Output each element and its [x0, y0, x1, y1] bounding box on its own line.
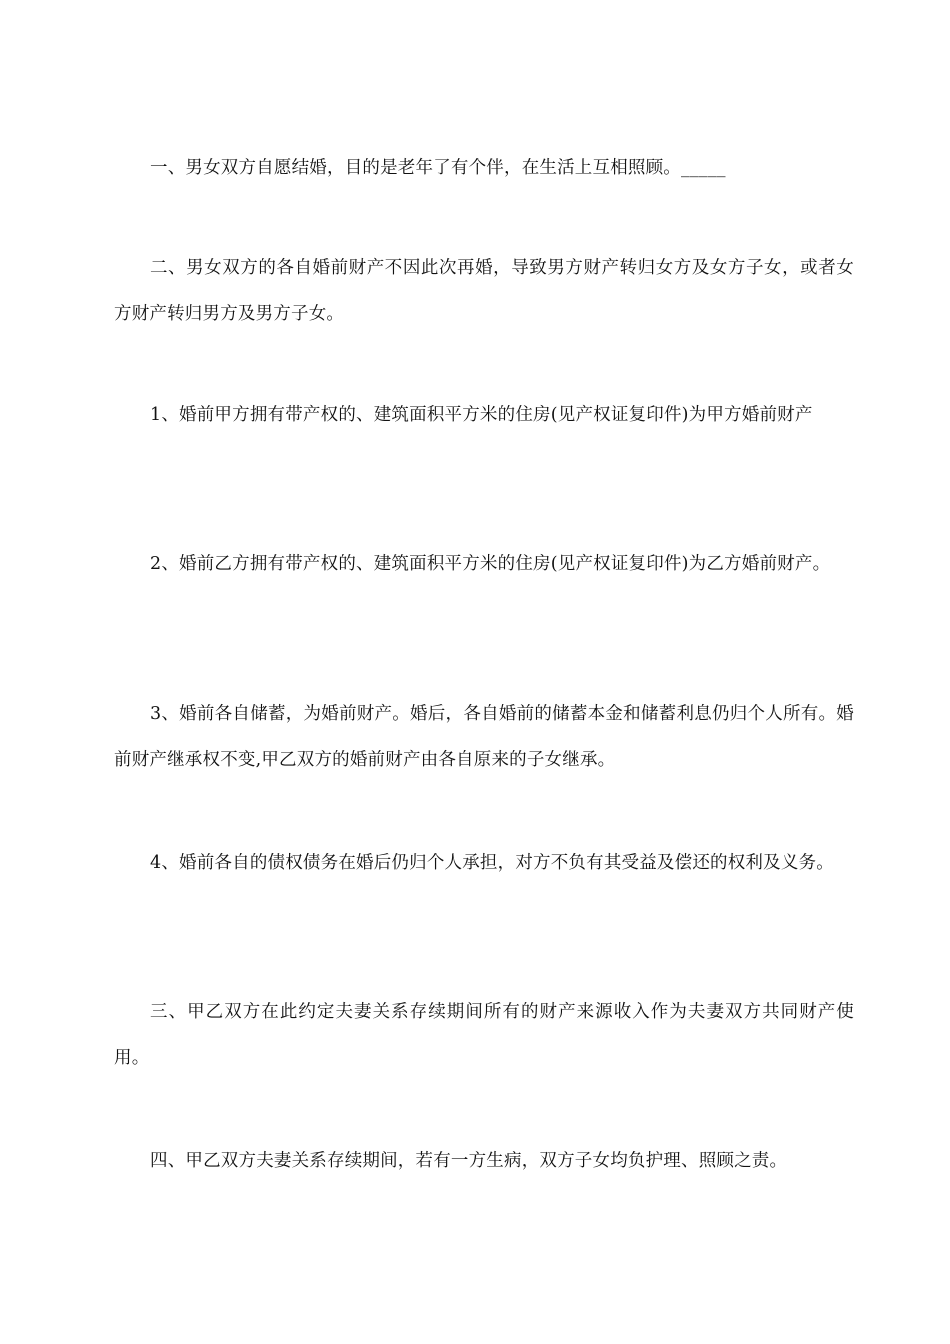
- paragraph-3: 1、婚前甲方拥有带产权的、建筑面积平方米的住房(见产权证复印件)为甲方婚前财产: [150, 405, 813, 425]
- paragraph-4: 2、婚前乙方拥有带产权的、建筑面积平方米的住房(见产权证复印件)为乙方婚前财产。: [150, 554, 831, 574]
- paragraph-2: 二、男女双方的各自婚前财产不因此次再婚，导致男方财产转归女方及女方子女，或者女方财产转归男方及男方子女。: [114, 258, 854, 324]
- paragraph-5: 3、婚前各自储蓄，为婚前财产。婚后，各自婚前的储蓄本金和储蓄利息仍归个人所有。婚前财产继承权不变,甲乙双方的婚前财产由各自原来的子女继承。: [114, 704, 854, 770]
- paragraph-6: 4、婚前各自的债权债务在婚后仍归个人承担，对方不负有其受益及偿还的权利及义务。: [150, 853, 834, 873]
- paragraph-7: 三、甲乙双方在此约定夫妻关系存续期间所有的财产来源收入作为夫妻双方共同财产使用。: [114, 1002, 854, 1068]
- paragraph-8: 四、甲乙双方夫妻关系存续期间，若有一方生病，双方子女均负护理、照顾之责。: [150, 1151, 788, 1171]
- paragraph-1: 一、男女双方自愿结婚，目的是老年了有个伴，在生活上互相照顾。_____: [150, 158, 726, 178]
